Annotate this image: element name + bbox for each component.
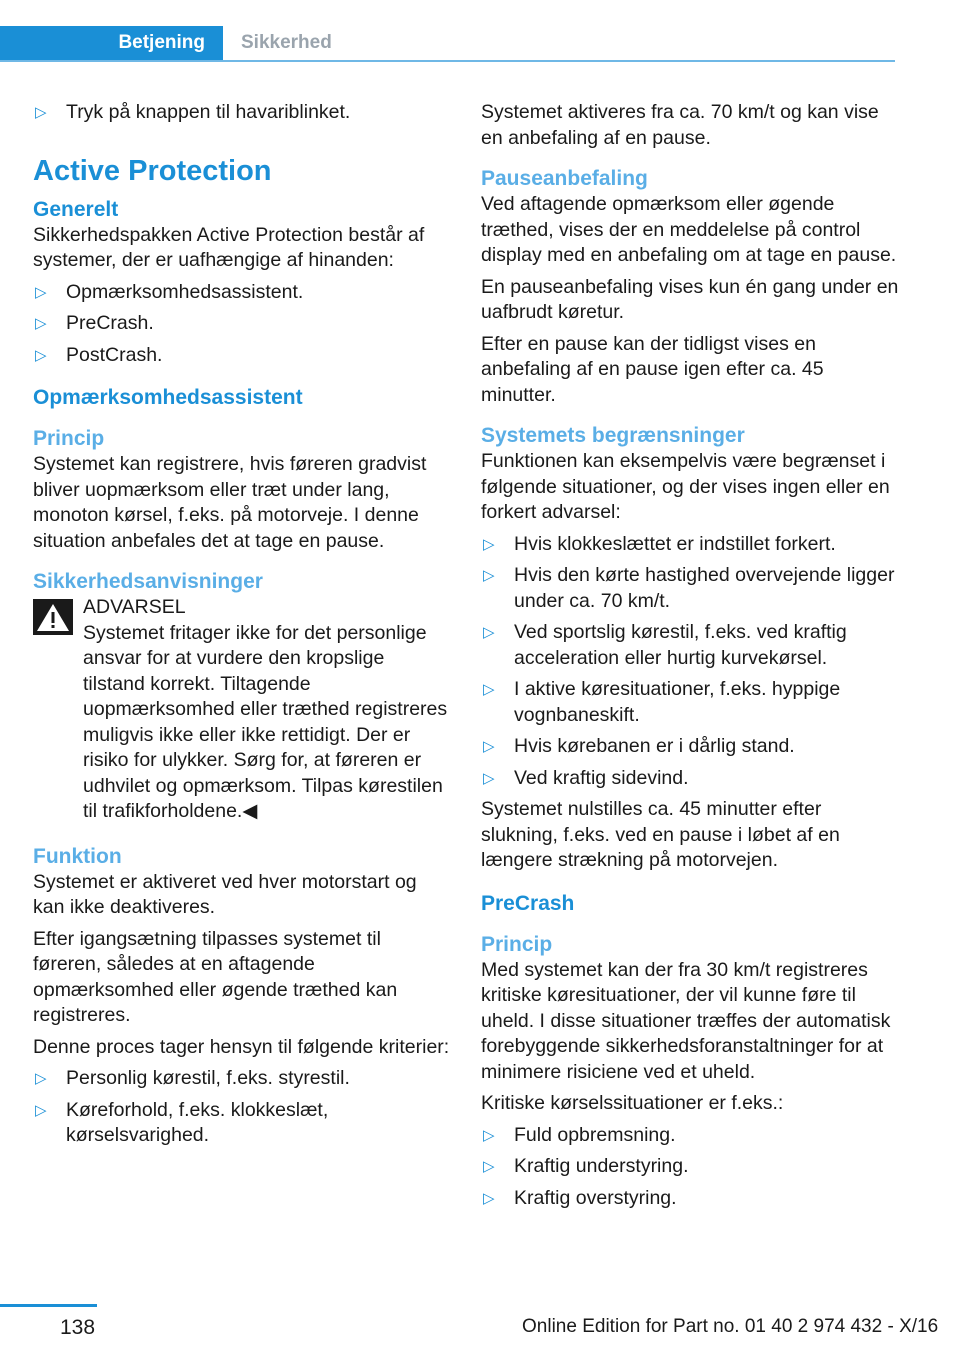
limits-text: Funktionen kan eksempelvis være begrænset i følgende situationer, og der vises ingen eller en forkert advarsel: — [481, 450, 890, 523]
list-item: ▷ Fuld opbremsning. — [481, 1123, 899, 1149]
top-bullet-list — [33, 100, 451, 126]
critical-list — [481, 1123, 899, 1212]
heading-sikkerhedsanvisninger: Sikkerhedsanvisninger — [33, 570, 263, 593]
triangle-bullet-icon: ▷ — [483, 1126, 495, 1144]
triangle-bullet-icon: ▷ — [35, 346, 47, 364]
triangle-bullet-icon: ▷ — [483, 567, 495, 584]
warning-block — [33, 595, 451, 825]
page-header — [0, 0, 960, 64]
list-item: ▷ PostCrash. — [33, 343, 451, 369]
funktion-p2: Efter igangsætning tilpasses systemet til føreren, således at en aftagende opmærksomhed eller øgende træthed kan registreres. — [33, 927, 398, 1026]
triangle-bullet-icon: ▷ — [35, 1101, 47, 1119]
triangle-bullet-icon: ▷ — [483, 681, 495, 698]
list-item: ▷ Hvis klokkeslættet er indstillet forkert. — [481, 532, 899, 558]
list-item: ▷ Køreforhold, f.eks. klokkeslæt, kørselsvarighed. — [35, 1098, 329, 1146]
funktion-p3: Denne proces tager hensyn til følgende kriterier: — [33, 1035, 450, 1058]
heading-generelt: Generelt — [33, 197, 119, 221]
heading-pauseanbefaling: Pauseanbefaling — [481, 167, 648, 190]
left-column — [33, 100, 451, 1155]
triangle-bullet-icon: ▷ — [35, 1070, 47, 1087]
list-item: ▷ Hvis den kørte hastighed overvejende ligger under ca. 70 km/t. — [483, 564, 895, 612]
list-item: ▷ Kraftig understyring. — [481, 1154, 899, 1180]
reset-text: Systemet nulstilles ca. 45 minutter efter slukning, f.eks. ved en pause i løbet af en længere strækning på motorvejen. — [481, 798, 840, 871]
header-divider — [0, 60, 895, 62]
warning-triangle-icon — [33, 599, 73, 635]
heading-funktion: Funktion — [33, 844, 122, 868]
warning-label: ADVARSEL — [83, 596, 186, 618]
tab-betjening-label: Betjening — [118, 32, 205, 53]
tab-sikkerhed-label: Sikkerhed — [241, 32, 332, 53]
triangle-bullet-icon: ▷ — [483, 535, 495, 553]
funktion-p1: Systemet er aktiveret ved hver motorstart og kan ikke deaktiveres. — [33, 870, 417, 918]
precrash-princip-text: Med systemet kan der fra 30 km/t registreres kritiske køresituationer, der vil kunne føre til uheld. I disse situationer træffes der automatisk forebyggende sikkerhedsforanstaltninger for at minimere risiciene ved et uheld. — [481, 958, 891, 1083]
tab-betjening[interactable] — [0, 26, 223, 60]
heading-opmaerksomhedsassistent: Opmærksomhedsassistent — [33, 386, 303, 409]
limits-list — [481, 532, 899, 792]
list-item: ▷ Ved kraftig sidevind. — [481, 766, 899, 792]
section-title: Active Protection — [33, 154, 272, 187]
triangle-bullet-icon: ▷ — [35, 104, 47, 121]
funktion-list — [33, 1066, 451, 1149]
heading-princip: Princip — [33, 427, 105, 450]
generelt-list — [33, 280, 451, 369]
heading-systemets-begraensninger: Systemets begrænsninger — [481, 424, 745, 447]
right-column — [481, 100, 899, 1217]
list-item: ▷ Kraftig overstyring. — [481, 1186, 899, 1212]
page-number: 138 — [60, 1316, 96, 1339]
triangle-bullet-icon: ▷ — [483, 769, 495, 787]
list-item: ▷ Hvis kørebanen er i dårlig stand. — [481, 734, 899, 760]
heading-precrash: PreCrash — [481, 891, 575, 915]
triangle-bullet-icon: ▷ — [483, 1158, 495, 1175]
triangle-bullet-icon: ▷ — [35, 283, 47, 301]
pause-p3: Efter en pause kan der tidligst vises en anbefaling af en pause igen efter ca. 45 minutter. — [481, 332, 824, 406]
pause-p1: Ved aftagende opmærksom eller øgende træthed, vises der en meddelelse på control display med en anbefaling om at tage en pause. — [481, 193, 897, 266]
triangle-bullet-icon: ▷ — [483, 738, 495, 755]
footer-divider — [0, 1304, 97, 1307]
triangle-bullet-icon: ▷ — [483, 1189, 495, 1207]
triangle-bullet-icon: ▷ — [483, 624, 495, 641]
list-item: ▷ PreCrash. — [33, 311, 451, 337]
critical-text: Kritiske kørselssituationer er f.eks.: — [481, 1092, 784, 1114]
tab-sikkerhed[interactable] — [223, 26, 353, 60]
edition-text: Online Edition for Part no. 01 40 2 974 432 - X/16 — [522, 1316, 939, 1337]
princip-text: Systemet kan registrere, hvis føreren gradvist bliver uopmærksom eller træt under lang, monoton kørsel, f.eks. på motorveje. I denne situation anbefales det at tage en pause. — [33, 453, 427, 552]
list-item: ▷ I aktive køresituationer, f.eks. hyppige vognbaneskift. — [483, 678, 841, 726]
generelt-text: Sikkerhedspakken Active Protection består af systemer, der er uafhængige af hinanden: — [33, 223, 425, 271]
pause-p2: En pauseanbefaling vises kun én gang under en uafbrudt køretur. — [481, 275, 899, 323]
list-item: ▷ Tryk på knappen til havariblinket. — [33, 100, 451, 126]
list-item: ▷ Personlig kørestil, f.eks. styrestil. — [33, 1066, 451, 1092]
heading-princip: Princip — [481, 932, 553, 956]
list-item: ▷ Ved sportslig kørestil, f.eks. ved kraftig acceleration eller hurtig kurvekørsel. — [483, 621, 847, 669]
list-item: ▷ Opmærksomhedsassistent. — [33, 280, 451, 306]
triangle-bullet-icon: ▷ — [35, 315, 47, 332]
intro-text: Systemet aktiveres fra ca. 70 km/t og kan vise en anbefaling af en pause. — [481, 101, 879, 149]
warning-text: Systemet fritager ikke for det personlige ansvar for at vurdere den kropslige tilstand korrekt. Tiltagende uopmærksomhed eller træthed registreres muligvis ikke eller ikke rettidigt. Der er risiko for ulykker. Sørg for, at føreren er udhvilet og opmærksom. Tilpas kørestilen til trafikforholdene.◀ — [83, 621, 448, 822]
